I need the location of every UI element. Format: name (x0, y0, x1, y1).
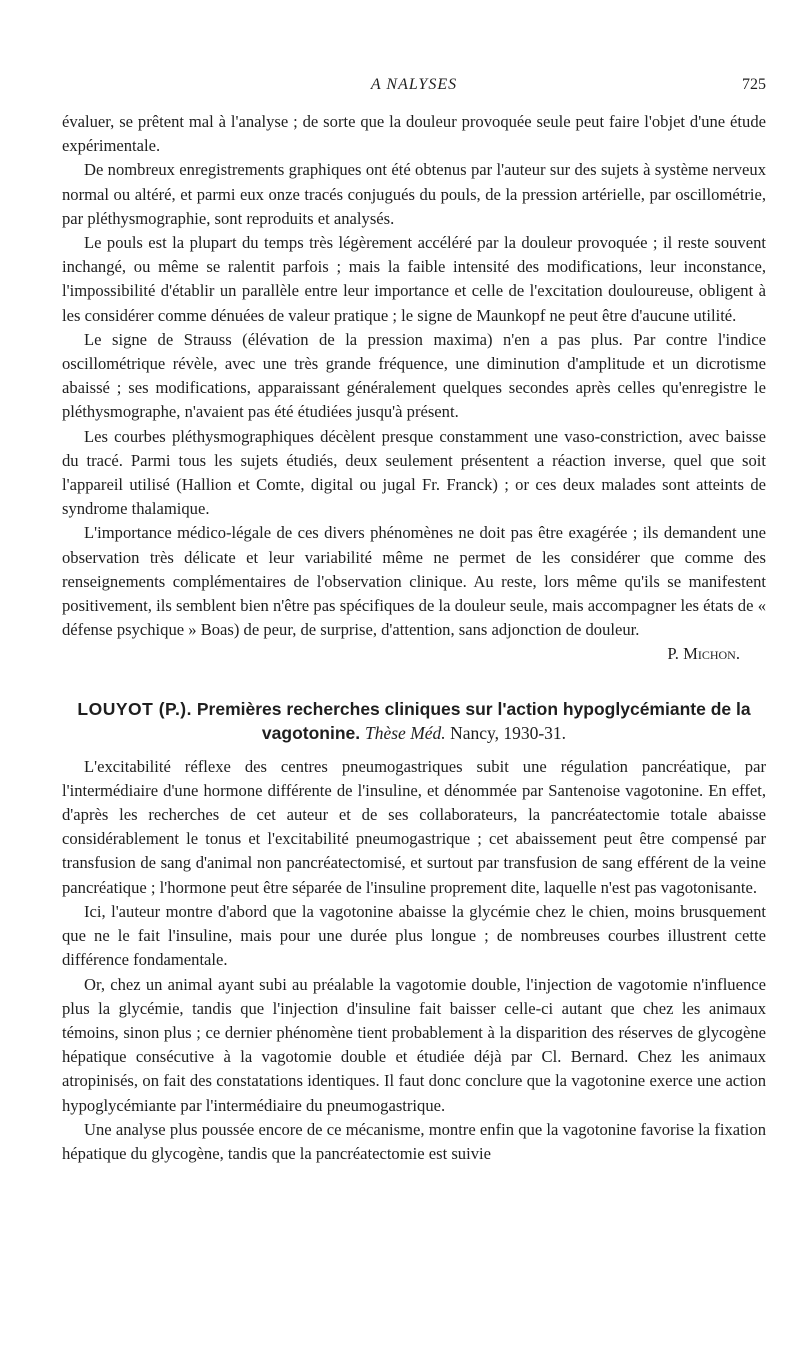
running-head: A NALYSES (370, 76, 458, 93)
page-number: 725 (742, 76, 766, 93)
reference-place-year: Nancy, 1930-31. (450, 722, 567, 743)
article-author: LOUYOT (P.). (77, 698, 192, 719)
paragraph: Le pouls est la plupart du temps très légèrement accéléré par la douleur provoquée ; il reste souvent inchangé, ou même se ralentit parfois ; mais la faible intensité des modifications, leur inconstance, l'impossibilité d'établir un parallèle entre leur importance et celle de l'excitation douloureuse, obligent à les considérer comme dénuées de valeur pratique ; le signe de Maunkopf ne peut être d'aucune utilité. (62, 233, 766, 325)
paragraph: Une analyse plus poussée encore de ce mécanisme, montre enfin que la vagotonine favorise la fixation hépatique du glycogène, tandis que la pancréatectomie est suivie (62, 1119, 766, 1163)
page-header (62, 76, 766, 98)
article-title: Premières recherches cliniques sur l'action hypoglycémiante de la vagotonine. (196, 698, 751, 743)
signature: P. Michon. (667, 644, 740, 664)
paragraph: Or, chez un animal ayant subi au préalable la vagotomie double, l'injection de vagotomie n'influence plus la glycémie, tandis que l'injection d'insuline fait baisser celle-ci autant que chez les animaux témoins, sinon plus ; ce dernier phénomène tient probablement à la disparition des réserves de glycogène hépatique consécutive à la vagotomie double et étudiée déjà par Cl. Bernard. Chez les animaux atropinisés, on fait des constatations identiques. Il faut donc conclure que la vagotonine exerce une action hypoglycémiante par l'intermédiaire du pneumogastrique. (62, 974, 766, 1115)
paragraph: L'excitabilité réflexe des centres pneumogastriques subit une régulation pancréatique, par l'intermédiaire d'une hormone différente de l'insuline, et dénommée par Santenoise vagotonine. En effet, d'après les recherches de cet auteur et de ses collaborateurs, la pancréatectomie totale abaisse considérablement le tonus et l'excitabilité pneumogastrique ; cet abaissement peut être compensé par transfusion de sang d'animal non pancréatectomisé, et surtout par transfusion de sang efférent de la veine pancréatique ; l'hormone peut être séparée de l'insuline proprement dite, laquelle n'est pas vagotonisante. (62, 756, 766, 897)
paragraph: évaluer, se prêtent mal à l'analyse ; de sorte que la douleur provoquée seule peut faire l'objet d'une étude expérimentale. (62, 112, 766, 156)
thesis-label: Thèse Méd. (365, 722, 446, 743)
paragraph: Les courbes pléthysmographiques décèlent presque constamment une vaso-constriction, avec baisse du tracé. Parmi tous les sujets étudiés, deux seulement présentent a réaction inverse, quel que soit l'appareil utilisé (Hallion et Comte, digital ou jugal Fr. Franck) ; or ces deux malades sont atteints de syndrome thalamique. (62, 426, 766, 519)
article-reference (365, 723, 566, 743)
paragraph: L'importance médico-légale de ces divers phénomènes ne doit pas être exagérée ; ils demandent une observation très délicate et leur variabilité même ne permet de les considérer que comme des renseignements complémentaires de l'observation clinique. Au reste, lors même qu'ils se manifestent positivement, ils semblent bien n'être pas spécifiques de la douleur seule, mais accompagner les états de « défense psychique » Boas) de peur, de surprise, d'attention, sans adjonction de douleur. (62, 523, 766, 640)
paragraph: Le signe de Strauss (élévation de la pression maxima) n'en a pas plus. Par contre l'indice oscillométrique révèle, avec une très grande fréquence, une diminution d'amplitude et un dicrotisme abaissé ; ses modifications, apparaissant généralement quelques secondes après celles qu'enregistre le pléthysmographe, n'avaient pas été étudiées jusqu'à présent. (62, 329, 766, 422)
section-heading (62, 697, 766, 745)
page-body (62, 110, 766, 1166)
paragraph: Ici, l'auteur montre d'abord que la vagotonine abaisse la glycémie chez le chien, moins brusquement que ne le fait l'insuline, mais pour une durée plus longue ; de nombreuses courbes illustrent cette différence fondamentale. (62, 901, 766, 970)
paragraph: De nombreux enregistrements graphiques ont été obtenus par l'auteur sur des sujets à système nerveux normal ou altéré, et parmi eux onze tracés conjugués du pouls, de la pression artérielle, par oscillométrie, par pléthysmographie, sont reproduits et analysés. (62, 160, 766, 228)
